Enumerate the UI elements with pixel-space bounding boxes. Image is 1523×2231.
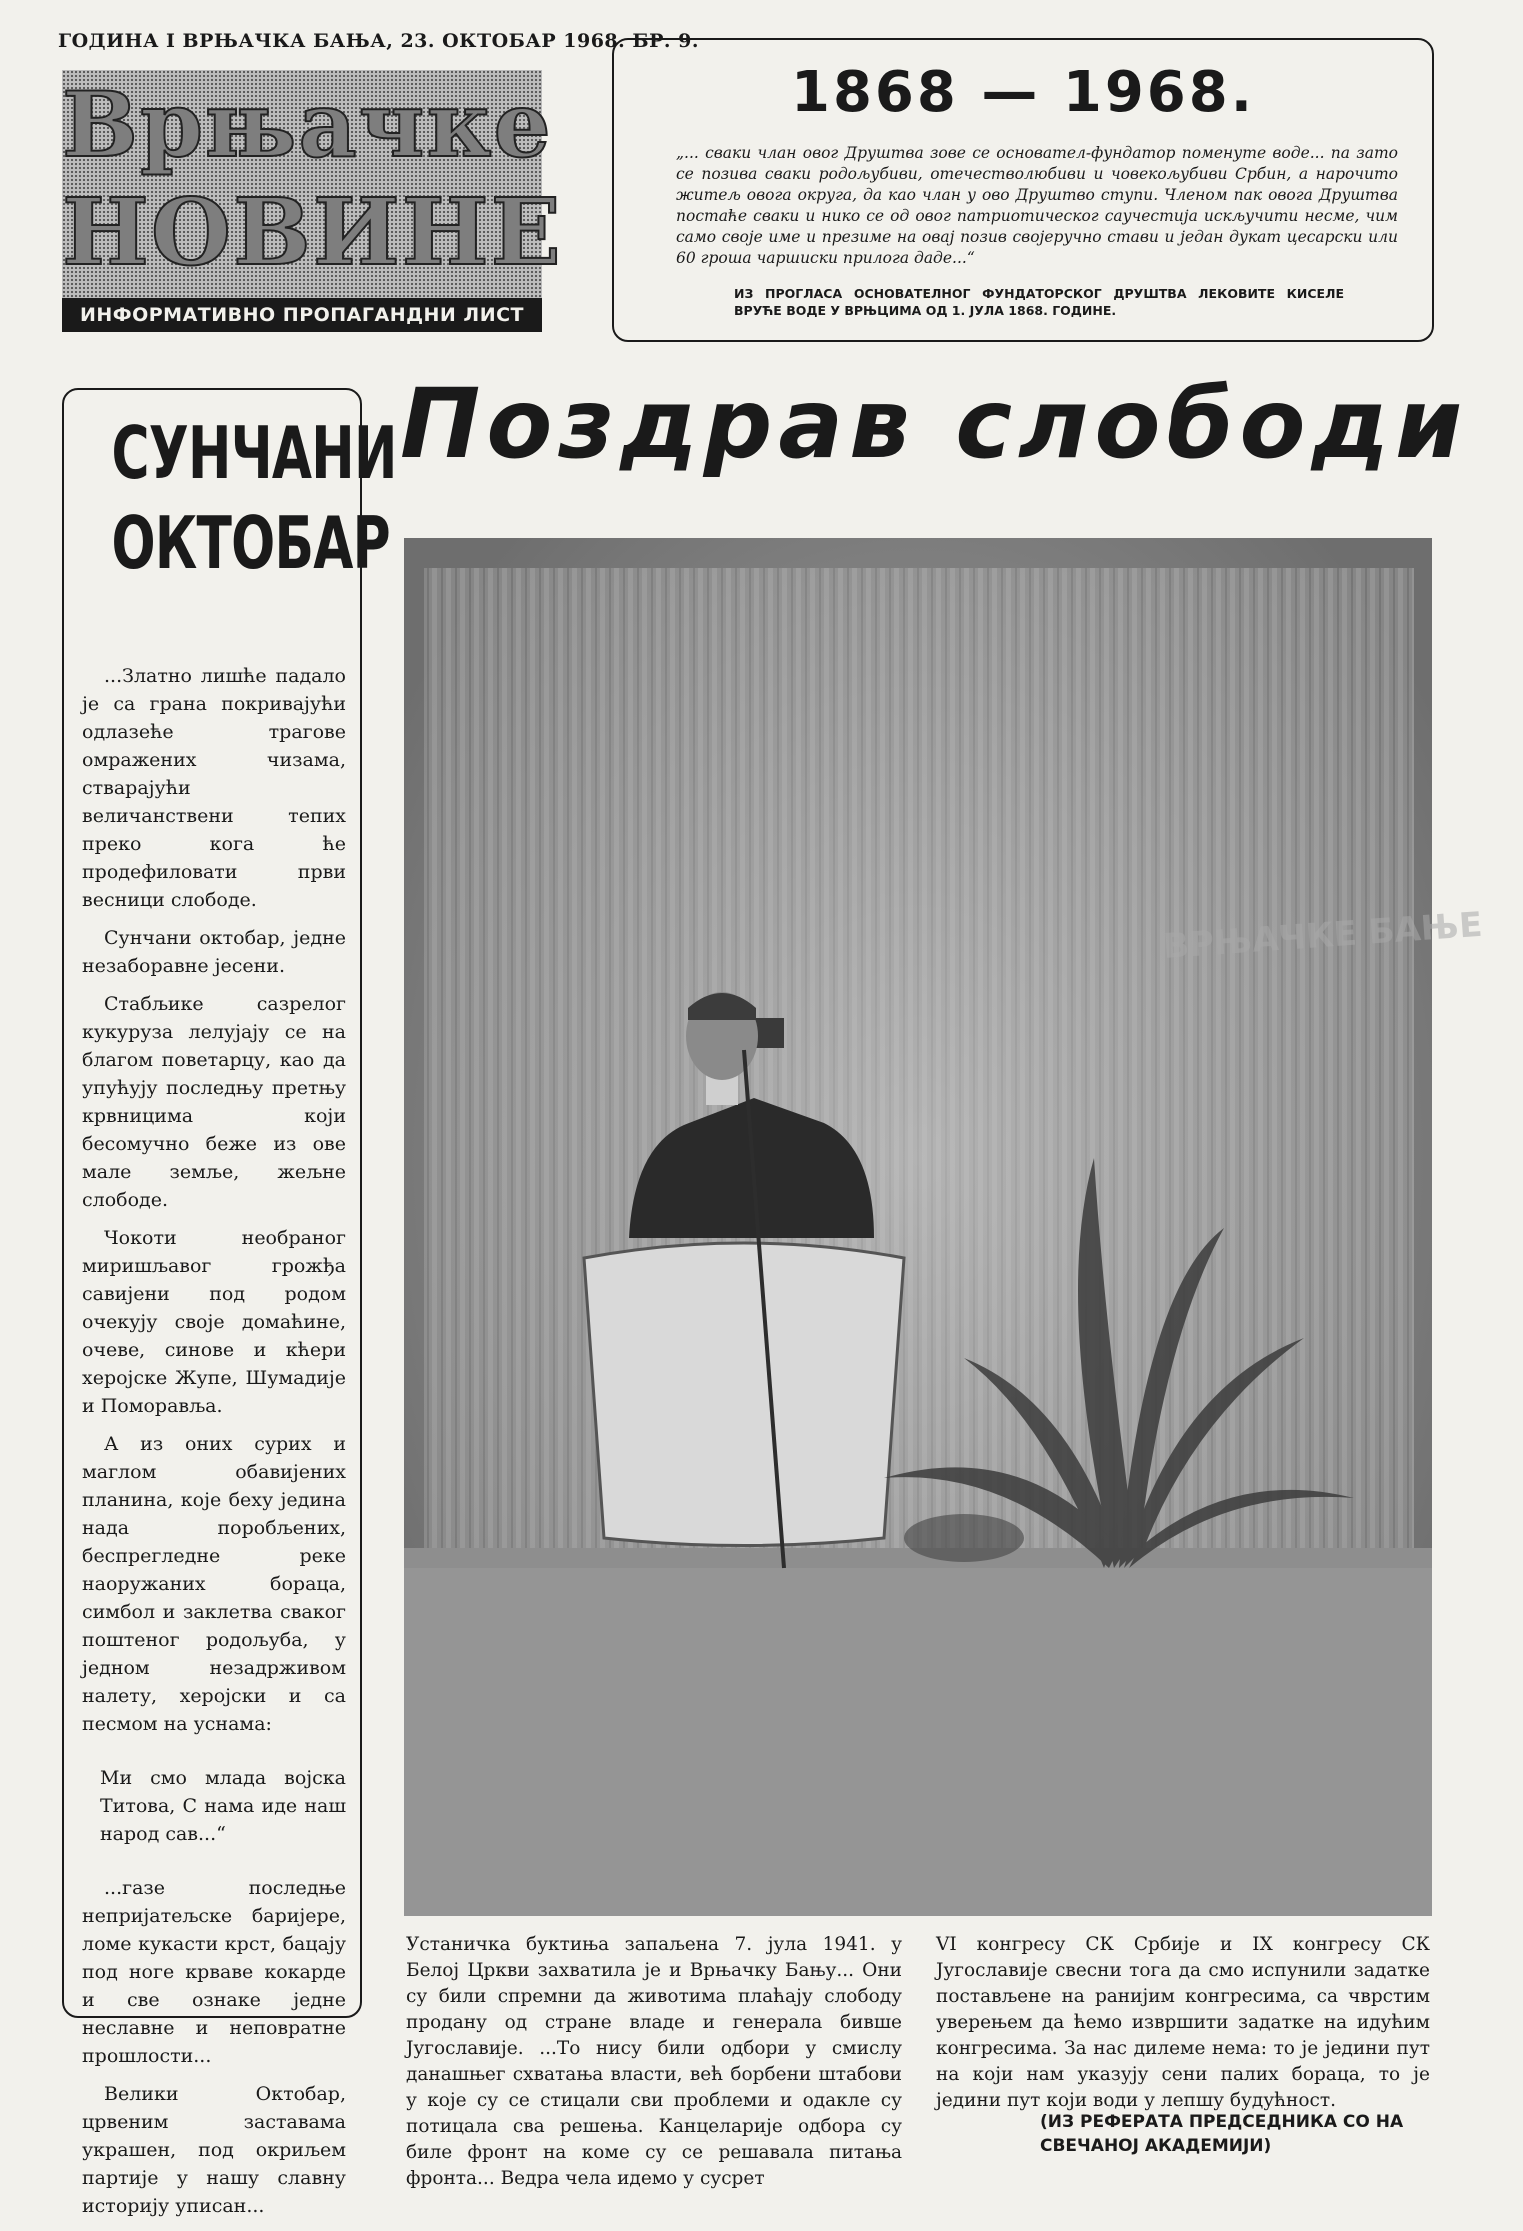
anniversary-box	[612, 38, 1434, 342]
anniversary-quote: „... сваки члан овог Друштва зове се основател-фундатор поменуте воде... па зато се позива сваки родољубиви, отечестволюбиви и човекољубиви Србин, а нарочито житељ овога округа, да као члан у ово Друштво ступи. Членом пак овога Друштва постаће сваки и нико се од овог патриотическог саучестија искључити несме, чим само своје име и презиме на овај позив својеручно стави и један дукат цесарски или 60 гроша чаршиски прилога даде...“	[676, 144, 1398, 267]
speaker-photo	[404, 538, 1484, 1916]
sidebar-verse: Ми смо млада војска Титова, С нама иде наш народ сав...“	[100, 1767, 346, 1845]
sidebar-headline	[111, 408, 397, 588]
dateline: ГОДИНА I ВРЊАЧКА БАЊА, 23. ОКТОБАР 1968. БР. 9.	[58, 30, 699, 52]
caption-right-column: VI конгресу СК Србије и IX конгресу СК Југославије свесни тога да смо испунили задатке постављене на ранијим конгресима, са чврстим уверењем да ћемо извршити задатке на идућим конгресима. За нас дилеме нема: то је једини пут на који нам указују сени палих бораца, то је једини пут који води у лепшу будућност.	[936, 1934, 1430, 2111]
anniversary-source: ИЗ ПРОГЛАСА ОСНОВАТЕЛНОГ ФУНДАТОРСКОГ ДРУШТВА ЛЕКОВИТЕ КИСЕЛЕ ВРУЋЕ ВОДЕ У ВРЊЦИМА ОД 1. ЈУЛА 1868. ГОДИНЕ.	[734, 286, 1344, 318]
masthead-title-line1: Врњачке	[62, 72, 553, 178]
lectern	[584, 1243, 904, 1546]
sidebar-paragraph: А из оних сурих и маглом обавијених планина, које беху једина нада поробљених, беспрегледне реке наоружаних бораца, симбол и заклетва сваког поштеног родољуба, у једном незадрживом налету, херојски и са песмом на уснама:	[82, 1433, 346, 1735]
sidebar-headline-line1: СУНЧАНИ	[111, 411, 397, 495]
caption-source: (ИЗ РЕФЕРАТА ПРЕДСЕДНИКА СО НА СВЕЧАНОЈ АКАДЕМИЈИ)	[1040, 2112, 1404, 2156]
sidebar-headline-line2: ОКТОБАР	[111, 501, 390, 585]
anniversary-title: 1868 — 1968.	[791, 60, 1255, 125]
sidebar-paragraph: Чокоти необраног миришљавог грожђа савијени под родом очекују своје домаћине, очеве, синове и кћери херојске Жупе, Шумадије и Поморавља.	[82, 1227, 346, 1417]
sidebar-paragraph: Стабљике сазрелог кукуруза лелујају се на благом поветарцу, као да упућују последњу претњу крвницима који бесомучно беже из ове мале земље, жељне слободе.	[82, 993, 346, 1211]
sidebar-paragraph: ...газе последње непријатељске баријере, ломе кукасти крст, бацају под ноге крваве кокарде и све ознаке једне неславне и неповратне прошлости...	[82, 1877, 346, 2067]
curtain-lettering: ВРЊАЧКЕ БАЊЕ	[1161, 904, 1484, 967]
main-headline: Поздрав слободи	[400, 368, 1469, 480]
sidebar-paragraph: Сунчани октобар, једне незаборавне јесени.	[82, 927, 346, 977]
masthead	[62, 70, 563, 332]
sidebar-body	[82, 662, 346, 2230]
sidebar-paragraph: Велики Октобар, црвеним заставама украшен, под окриљем партије у нашу славну историју уписан...	[82, 2083, 346, 2217]
caption-left-column: Устаничка буктиња запаљена 7. јула 1941. у Белој Цркви захватила је и Врњачку Бању... Они су били спремни да животима плаћају слободу продану од стране владе и генерала бивше Југославије. ...То нису били одбори у смислу данашњег схватања власти, већ борбени штабови у које су се стицали сви проблеми и одакле су потицала сва решења. Канцеларије одбора су биле фронт на коме су се решавала питања фронта... Ведра чела идемо у сусрет	[406, 1934, 902, 2189]
sidebar-article	[62, 388, 397, 2217]
speaker-photo-drawing	[404, 538, 1484, 1916]
masthead-title-line2: НОВИНЕ	[62, 178, 563, 286]
sidebar-paragraph: ...Златно лишће падало је са грана покривајући одлазеће трагове омражених чизама, стварајући величанствени тепих преко кога ће продефиловати први весници слободе.	[82, 665, 346, 911]
masthead-subtitle: ИНФОРМАТИВНО ПРОПАГАНДНИ ЛИСТ	[62, 298, 542, 332]
